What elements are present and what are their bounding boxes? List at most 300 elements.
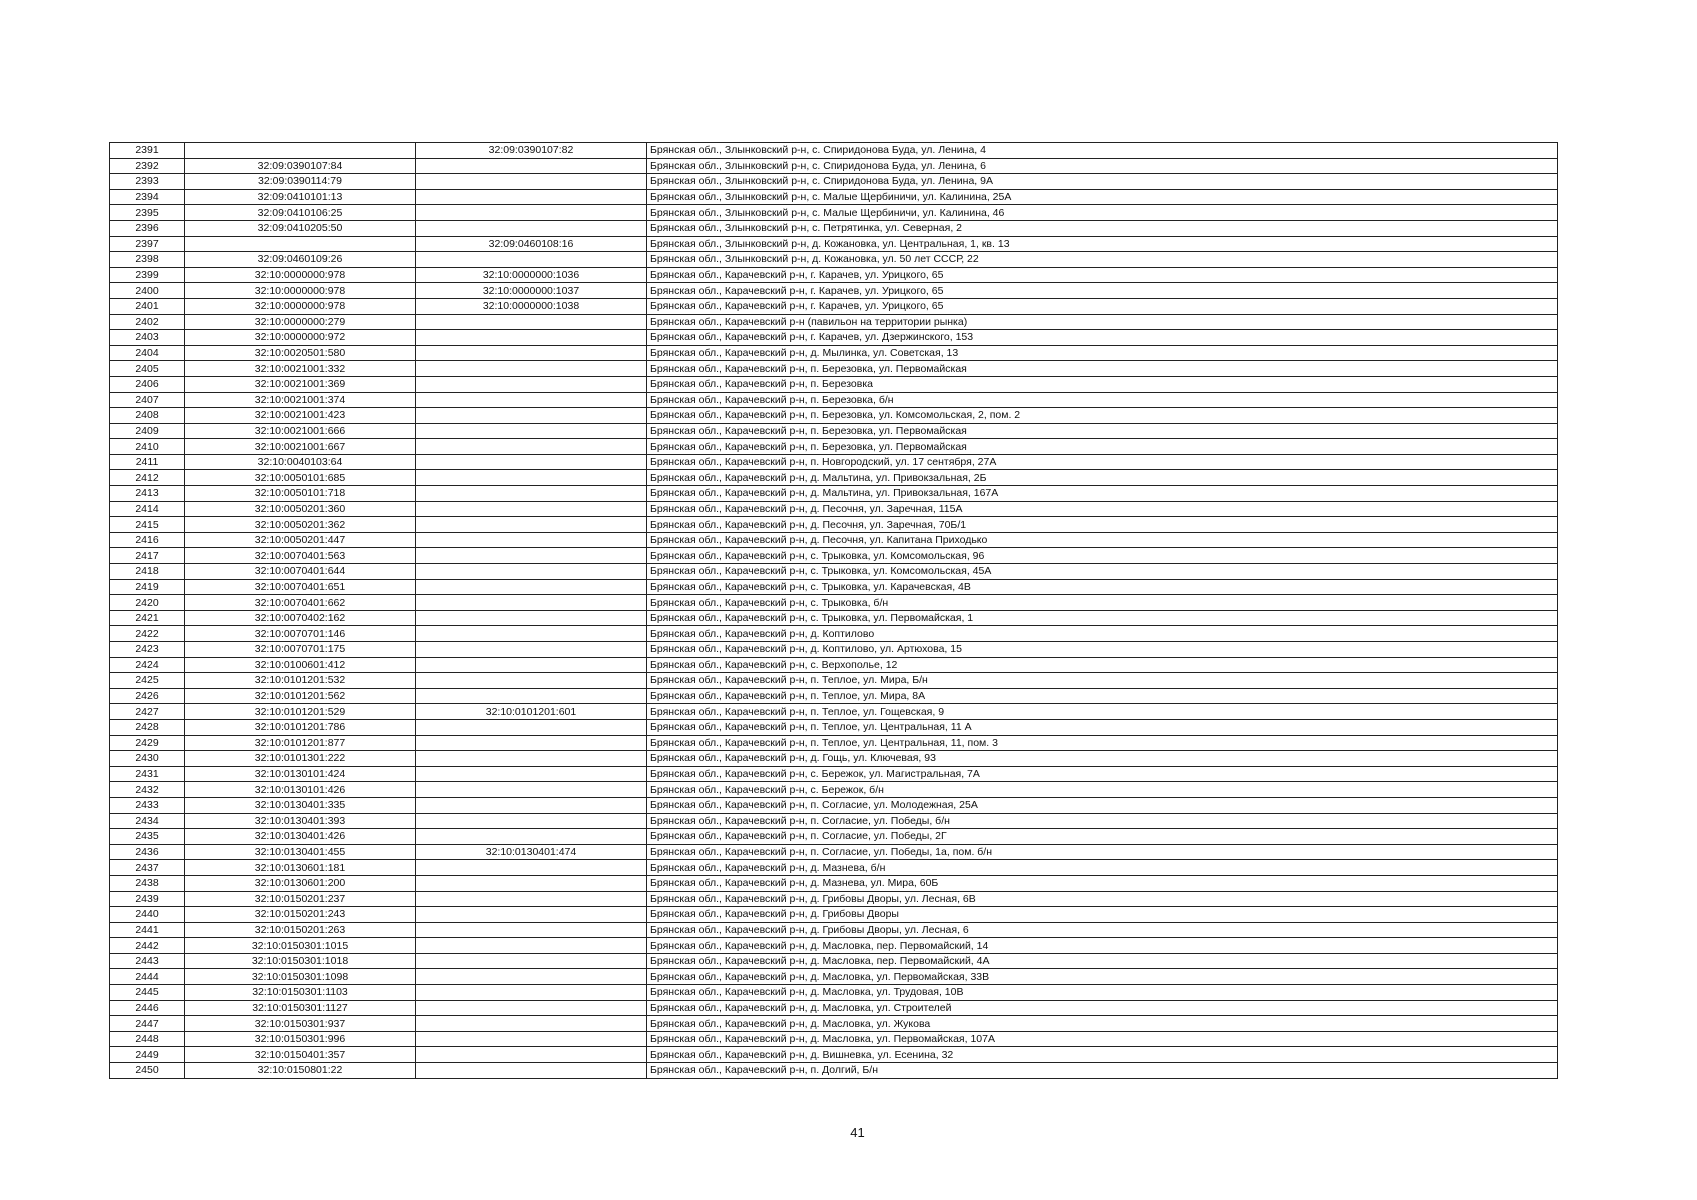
table-row <box>110 314 1558 330</box>
related-cadastral-number-cell <box>416 486 647 502</box>
cadastral-number-cell: 32:09:0460109:26 <box>185 252 416 268</box>
cadastral-number-cell: 32:10:0070401:644 <box>185 564 416 580</box>
row-number-cell: 2404 <box>110 345 185 361</box>
row-number-cell: 2446 <box>110 1000 185 1016</box>
row-number-cell: 2419 <box>110 579 185 595</box>
table-row <box>110 595 1558 611</box>
address-cell: Брянская обл., Карачевский р-н, д. Мазнева, б/н <box>647 860 1558 876</box>
address-cell: Брянская обл., Карачевский р-н, д. Масловка, ул. Первомайская, 107А <box>647 1031 1558 1047</box>
related-cadastral-number-cell <box>416 501 647 517</box>
address-cell: Брянская обл., Карачевский р-н, д. Масловка, ул. Первомайская, 33В <box>647 969 1558 985</box>
related-cadastral-number-cell <box>416 205 647 221</box>
table-row <box>110 907 1558 923</box>
address-cell: Брянская обл., Карачевский р-н, д. Вишневка, ул. Есенина, 32 <box>647 1047 1558 1063</box>
address-cell: Брянская обл., Карачевский р-н (павильон на территории рынка) <box>647 314 1558 330</box>
row-number-cell: 2429 <box>110 735 185 751</box>
table-row <box>110 797 1558 813</box>
cadastral-number-cell <box>185 143 416 159</box>
related-cadastral-number-cell <box>416 376 647 392</box>
table-row <box>110 688 1558 704</box>
related-cadastral-number-cell <box>416 875 647 891</box>
row-number-cell: 2399 <box>110 267 185 283</box>
address-cell: Брянская обл., Карачевский р-н, д. Мальтина, ул. Привокзальная, 2Б <box>647 470 1558 486</box>
cadastral-number-cell: 32:09:0410101:13 <box>185 189 416 205</box>
row-number-cell: 2433 <box>110 797 185 813</box>
cadastral-number-cell: 32:10:0070402:162 <box>185 610 416 626</box>
address-cell: Брянская обл., Карачевский р-н, с. Верхополье, 12 <box>647 657 1558 673</box>
cadastral-number-cell: 32:09:0410106:25 <box>185 205 416 221</box>
address-cell: Брянская обл., Карачевский р-н, д. Грибовы Дворы, ул. Лесная, 6В <box>647 891 1558 907</box>
address-cell: Брянская обл., Карачевский р-н, п. Теплое, ул. Центральная, 11 А <box>647 719 1558 735</box>
row-number-cell: 2420 <box>110 595 185 611</box>
table-row <box>110 220 1558 236</box>
table-row <box>110 891 1558 907</box>
cadastral-number-cell: 32:10:0150301:1015 <box>185 938 416 954</box>
cadastral-number-cell: 32:10:0100601:412 <box>185 657 416 673</box>
table-row <box>110 704 1558 720</box>
row-number-cell: 2448 <box>110 1031 185 1047</box>
address-cell: Брянская обл., Карачевский р-н, п. Теплое, ул. Мира, Б/н <box>647 673 1558 689</box>
related-cadastral-number-cell <box>416 314 647 330</box>
related-cadastral-number-cell <box>416 642 647 658</box>
related-cadastral-number-cell: 32:10:0130401:474 <box>416 844 647 860</box>
related-cadastral-number-cell <box>416 891 647 907</box>
cadastral-number-cell: 32:10:0150301:1018 <box>185 953 416 969</box>
table-row <box>110 1000 1558 1016</box>
table-row <box>110 813 1558 829</box>
address-cell: Брянская обл., Карачевский р-н, д. Масловка, ул. Строителей <box>647 1000 1558 1016</box>
row-number-cell: 2435 <box>110 829 185 845</box>
table-row <box>110 673 1558 689</box>
row-number-cell: 2392 <box>110 158 185 174</box>
row-number-cell: 2416 <box>110 532 185 548</box>
row-number-cell: 2406 <box>110 376 185 392</box>
cadastral-number-cell: 32:10:0000000:978 <box>185 283 416 299</box>
table-row <box>110 657 1558 673</box>
table-row <box>110 875 1558 891</box>
cadastral-number-cell: 32:10:0070701:175 <box>185 642 416 658</box>
table-row <box>110 517 1558 533</box>
row-number-cell: 2449 <box>110 1047 185 1063</box>
cadastral-number-cell: 32:10:0150401:357 <box>185 1047 416 1063</box>
cadastral-number-cell: 32:10:0000000:978 <box>185 298 416 314</box>
related-cadastral-number-cell <box>416 719 647 735</box>
address-cell: Брянская обл., Карачевский р-н, п. Долгий, Б/н <box>647 1063 1558 1079</box>
row-number-cell: 2424 <box>110 657 185 673</box>
address-cell: Брянская обл., Карачевский р-н, г. Карачев, ул. Дзержинского, 153 <box>647 330 1558 346</box>
related-cadastral-number-cell <box>416 564 647 580</box>
address-cell: Брянская обл., Карачевский р-н, д. Масловка, ул. Жукова <box>647 1016 1558 1032</box>
row-number-cell: 2409 <box>110 423 185 439</box>
row-number-cell: 2442 <box>110 938 185 954</box>
related-cadastral-number-cell <box>416 735 647 751</box>
table-row <box>110 205 1558 221</box>
table-row <box>110 579 1558 595</box>
row-number-cell: 2417 <box>110 548 185 564</box>
cadastral-number-cell: 32:10:0000000:978 <box>185 267 416 283</box>
row-number-cell: 2443 <box>110 953 185 969</box>
address-cell: Брянская обл., Карачевский р-н, с. Трыковка, ул. Комсомольская, 45А <box>647 564 1558 580</box>
table-row <box>110 454 1558 470</box>
table-row <box>110 735 1558 751</box>
row-number-cell: 2444 <box>110 969 185 985</box>
related-cadastral-number-cell <box>416 969 647 985</box>
table-row <box>110 938 1558 954</box>
related-cadastral-number-cell <box>416 766 647 782</box>
table-row <box>110 439 1558 455</box>
related-cadastral-number-cell <box>416 626 647 642</box>
cadastral-number-cell: 32:10:0021001:666 <box>185 423 416 439</box>
address-cell: Брянская обл., Карачевский р-н, д. Коптилово <box>647 626 1558 642</box>
row-number-cell: 2425 <box>110 673 185 689</box>
related-cadastral-number-cell <box>416 985 647 1001</box>
address-cell: Брянская обл., Злынковский р-н, с. Спиридонова Буда, ул. Ленина, 9А <box>647 174 1558 190</box>
cadastral-number-cell: 32:10:0130401:426 <box>185 829 416 845</box>
cadastral-number-cell: 32:10:0070401:563 <box>185 548 416 564</box>
cadastral-number-cell: 32:10:0101201:562 <box>185 688 416 704</box>
cadastral-number-cell: 32:10:0130601:181 <box>185 860 416 876</box>
table-row <box>110 844 1558 860</box>
row-number-cell: 2411 <box>110 454 185 470</box>
table-row <box>110 376 1558 392</box>
row-number-cell: 2426 <box>110 688 185 704</box>
address-cell: Брянская обл., Карачевский р-н, д. Масловка, пер. Первомайский, 4А <box>647 953 1558 969</box>
cadastral-number-cell: 32:10:0130101:424 <box>185 766 416 782</box>
related-cadastral-number-cell <box>416 813 647 829</box>
table-row <box>110 751 1558 767</box>
table-row <box>110 548 1558 564</box>
row-number-cell: 2395 <box>110 205 185 221</box>
row-number-cell: 2394 <box>110 189 185 205</box>
row-number-cell: 2405 <box>110 361 185 377</box>
table-row <box>110 564 1558 580</box>
cadastral-number-cell: 32:10:0150301:1098 <box>185 969 416 985</box>
address-cell: Брянская обл., Карачевский р-н, с. Трыковка, ул. Первомайская, 1 <box>647 610 1558 626</box>
address-cell: Брянская обл., Злынковский р-н, с. Спиридонова Буда, ул. Ленина, 4 <box>647 143 1558 159</box>
address-cell: Брянская обл., Карачевский р-н, д. Коптилово, ул. Артюхова, 15 <box>647 642 1558 658</box>
row-number-cell: 2439 <box>110 891 185 907</box>
row-number-cell: 2436 <box>110 844 185 860</box>
related-cadastral-number-cell <box>416 1047 647 1063</box>
address-cell: Брянская обл., Злынковский р-н, с. Спиридонова Буда, ул. Ленина, 6 <box>647 158 1558 174</box>
address-cell: Брянская обл., Карачевский р-н, д. Масловка, ул. Трудовая, 10В <box>647 985 1558 1001</box>
related-cadastral-number-cell <box>416 345 647 361</box>
cadastral-number-cell: 32:10:0050101:718 <box>185 486 416 502</box>
cadastral-number-cell: 32:10:0130401:335 <box>185 797 416 813</box>
cadastral-number-cell: 32:10:0101201:529 <box>185 704 416 720</box>
cadastral-number-cell: 32:09:0390107:84 <box>185 158 416 174</box>
row-number-cell: 2441 <box>110 922 185 938</box>
table-body <box>110 143 1558 1079</box>
address-cell: Брянская обл., Карачевский р-н, п. Березовка, ул. Первомайская <box>647 439 1558 455</box>
table-row <box>110 252 1558 268</box>
address-cell: Брянская обл., Карачевский р-н, п. Согласие, ул. Молодежная, 25А <box>647 797 1558 813</box>
address-cell: Брянская обл., Злынковский р-н, д. Кожановка, ул. 50 лет СССР, 22 <box>647 252 1558 268</box>
table-row <box>110 392 1558 408</box>
cadastral-number-cell: 32:10:0000000:279 <box>185 314 416 330</box>
address-cell: Брянская обл., Карачевский р-н, п. Согласие, ул. Победы, 2Г <box>647 829 1558 845</box>
row-number-cell: 2393 <box>110 174 185 190</box>
table-row <box>110 1031 1558 1047</box>
cadastral-number-cell: 32:09:0390114:79 <box>185 174 416 190</box>
cadastral-number-cell: 32:10:0000000:972 <box>185 330 416 346</box>
table-row <box>110 922 1558 938</box>
cadastral-number-cell: 32:10:0101201:532 <box>185 673 416 689</box>
row-number-cell: 2423 <box>110 642 185 658</box>
address-cell: Брянская обл., Карачевский р-н, п. Теплое, ул. Мира, 8А <box>647 688 1558 704</box>
related-cadastral-number-cell: 32:09:0390107:82 <box>416 143 647 159</box>
row-number-cell: 2398 <box>110 252 185 268</box>
related-cadastral-number-cell <box>416 392 647 408</box>
related-cadastral-number-cell <box>416 439 647 455</box>
cadastral-number-cell: 32:10:0021001:369 <box>185 376 416 392</box>
row-number-cell: 2391 <box>110 143 185 159</box>
address-cell: Брянская обл., Карачевский р-н, г. Карачев, ул. Урицкого, 65 <box>647 283 1558 299</box>
address-cell: Брянская обл., Карачевский р-н, с. Бережок, б/н <box>647 782 1558 798</box>
row-number-cell: 2397 <box>110 236 185 252</box>
cadastral-number-cell: 32:10:0050101:685 <box>185 470 416 486</box>
table-row <box>110 283 1558 299</box>
related-cadastral-number-cell <box>416 595 647 611</box>
cadastral-number-cell: 32:10:0150201:243 <box>185 907 416 923</box>
row-number-cell: 2431 <box>110 766 185 782</box>
related-cadastral-number-cell <box>416 907 647 923</box>
table-row <box>110 766 1558 782</box>
cadastral-number-cell: 32:10:0150301:1103 <box>185 985 416 1001</box>
row-number-cell: 2418 <box>110 564 185 580</box>
related-cadastral-number-cell <box>416 782 647 798</box>
related-cadastral-number-cell <box>416 829 647 845</box>
related-cadastral-number-cell <box>416 174 647 190</box>
address-cell: Брянская обл., Карачевский р-н, п. Березовка, б/н <box>647 392 1558 408</box>
related-cadastral-number-cell <box>416 532 647 548</box>
cadastral-number-cell: 32:10:0070401:662 <box>185 595 416 611</box>
address-cell: Брянская обл., Карачевский р-н, д. Масловка, пер. Первомайский, 14 <box>647 938 1558 954</box>
cadastral-number-cell <box>185 236 416 252</box>
table-row <box>110 1047 1558 1063</box>
address-cell: Брянская обл., Карачевский р-н, д. Мазнева, ул. Мира, 60Б <box>647 875 1558 891</box>
cadastral-number-cell: 32:10:0130401:455 <box>185 844 416 860</box>
related-cadastral-number-cell <box>416 751 647 767</box>
row-number-cell: 2412 <box>110 470 185 486</box>
row-number-cell: 2430 <box>110 751 185 767</box>
related-cadastral-number-cell: 32:10:0000000:1038 <box>416 298 647 314</box>
related-cadastral-number-cell <box>416 548 647 564</box>
address-cell: Брянская обл., Карачевский р-н, с. Трыковка, ул. Комсомольская, 96 <box>647 548 1558 564</box>
row-number-cell: 2410 <box>110 439 185 455</box>
row-number-cell: 2445 <box>110 985 185 1001</box>
cadastral-number-cell: 32:10:0150301:996 <box>185 1031 416 1047</box>
cadastral-number-cell: 32:10:0050201:362 <box>185 517 416 533</box>
related-cadastral-number-cell <box>416 517 647 533</box>
table-row <box>110 782 1558 798</box>
cadastral-number-cell: 32:10:0130401:393 <box>185 813 416 829</box>
address-cell: Брянская обл., Карачевский р-н, д. Мальтина, ул. Привокзальная, 167А <box>647 486 1558 502</box>
row-number-cell: 2414 <box>110 501 185 517</box>
related-cadastral-number-cell <box>416 610 647 626</box>
address-cell: Брянская обл., Карачевский р-н, г. Карачев, ул. Урицкого, 65 <box>647 267 1558 283</box>
related-cadastral-number-cell <box>416 408 647 424</box>
related-cadastral-number-cell <box>416 579 647 595</box>
related-cadastral-number-cell <box>416 330 647 346</box>
table-row <box>110 423 1558 439</box>
table-row <box>110 610 1558 626</box>
address-cell: Брянская обл., Карачевский р-н, п. Теплое, ул. Центральная, 11, пом. 3 <box>647 735 1558 751</box>
cadastral-number-cell: 32:10:0021001:332 <box>185 361 416 377</box>
table-row <box>110 969 1558 985</box>
cadastral-number-cell: 32:10:0070701:146 <box>185 626 416 642</box>
cadastral-number-cell: 32:10:0130601:200 <box>185 875 416 891</box>
table-row <box>110 143 1558 159</box>
row-number-cell: 2422 <box>110 626 185 642</box>
related-cadastral-number-cell <box>416 470 647 486</box>
table-row <box>110 330 1558 346</box>
cadastral-number-cell: 32:10:0070401:651 <box>185 579 416 595</box>
table-row <box>110 174 1558 190</box>
cadastral-number-cell: 32:10:0021001:667 <box>185 439 416 455</box>
table-row <box>110 501 1558 517</box>
related-cadastral-number-cell: 32:10:0101201:601 <box>416 704 647 720</box>
row-number-cell: 2401 <box>110 298 185 314</box>
cadastral-number-cell: 32:10:0101201:877 <box>185 735 416 751</box>
row-number-cell: 2438 <box>110 875 185 891</box>
row-number-cell: 2437 <box>110 860 185 876</box>
row-number-cell: 2440 <box>110 907 185 923</box>
related-cadastral-number-cell <box>416 797 647 813</box>
cadastral-number-cell: 32:10:0040103:64 <box>185 454 416 470</box>
related-cadastral-number-cell <box>416 1031 647 1047</box>
row-number-cell: 2415 <box>110 517 185 533</box>
address-cell: Брянская обл., Карачевский р-н, п. Березовка, ул. Первомайская <box>647 361 1558 377</box>
page-number: 41 <box>850 1125 865 1140</box>
address-cell: Брянская обл., Карачевский р-н, д. Грибовы Дворы, ул. Лесная, 6 <box>647 922 1558 938</box>
related-cadastral-number-cell <box>416 1063 647 1079</box>
address-cell: Брянская обл., Злынковский р-н, с. Малые Щербиничи, ул. Калинина, 46 <box>647 205 1558 221</box>
cadastral-number-cell: 32:10:0050201:360 <box>185 501 416 517</box>
cadastral-number-cell: 32:10:0101201:786 <box>185 719 416 735</box>
related-cadastral-number-cell <box>416 938 647 954</box>
row-number-cell: 2432 <box>110 782 185 798</box>
cadastral-number-cell: 32:10:0150301:937 <box>185 1016 416 1032</box>
cadastral-number-cell: 32:10:0150201:263 <box>185 922 416 938</box>
property-table <box>109 142 1558 1079</box>
related-cadastral-number-cell <box>416 158 647 174</box>
related-cadastral-number-cell: 32:09:0460108:16 <box>416 236 647 252</box>
related-cadastral-number-cell <box>416 1000 647 1016</box>
table-row <box>110 642 1558 658</box>
table-row <box>110 1063 1558 1079</box>
table-row <box>110 298 1558 314</box>
row-number-cell: 2428 <box>110 719 185 735</box>
table-row <box>110 470 1558 486</box>
table-row <box>110 486 1558 502</box>
table-row <box>110 408 1558 424</box>
row-number-cell: 2434 <box>110 813 185 829</box>
address-cell: Брянская обл., Злынковский р-н, д. Кожановка, ул. Центральная, 1, кв. 13 <box>647 236 1558 252</box>
related-cadastral-number-cell <box>416 454 647 470</box>
related-cadastral-number-cell <box>416 1016 647 1032</box>
cadastral-number-cell: 32:10:0150201:237 <box>185 891 416 907</box>
address-cell: Брянская обл., Карачевский р-н, д. Мылинка, ул. Советская, 13 <box>647 345 1558 361</box>
row-number-cell: 2396 <box>110 220 185 236</box>
row-number-cell: 2403 <box>110 330 185 346</box>
related-cadastral-number-cell <box>416 423 647 439</box>
table-row <box>110 236 1558 252</box>
table-row <box>110 985 1558 1001</box>
row-number-cell: 2408 <box>110 408 185 424</box>
table-row <box>110 345 1558 361</box>
cadastral-number-cell: 32:10:0020501:580 <box>185 345 416 361</box>
address-cell: Брянская обл., Карачевский р-н, п. Согласие, ул. Победы, 1а, пом. б/н <box>647 844 1558 860</box>
address-cell: Брянская обл., Карачевский р-н, с. Трыковка, б/н <box>647 595 1558 611</box>
address-cell: Брянская обл., Карачевский р-н, п. Новгородский, ул. 17 сентября, 27А <box>647 454 1558 470</box>
table-row <box>110 860 1558 876</box>
address-cell: Брянская обл., Карачевский р-н, п. Березовка <box>647 376 1558 392</box>
address-cell: Брянская обл., Карачевский р-н, г. Карачев, ул. Урицкого, 65 <box>647 298 1558 314</box>
table-row <box>110 158 1558 174</box>
cadastral-number-cell: 32:10:0130101:426 <box>185 782 416 798</box>
related-cadastral-number-cell <box>416 657 647 673</box>
row-number-cell: 2413 <box>110 486 185 502</box>
row-number-cell: 2402 <box>110 314 185 330</box>
row-number-cell: 2421 <box>110 610 185 626</box>
related-cadastral-number-cell <box>416 252 647 268</box>
table-row <box>110 953 1558 969</box>
address-cell: Брянская обл., Карачевский р-н, с. Трыковка, ул. Карачевская, 4В <box>647 579 1558 595</box>
address-cell: Брянская обл., Карачевский р-н, с. Бережок, ул. Магистральная, 7А <box>647 766 1558 782</box>
address-cell: Брянская обл., Карачевский р-н, д. Песочня, ул. Капитана Приходько <box>647 532 1558 548</box>
address-cell: Брянская обл., Злынковский р-н, с. Малые Щербиничи, ул. Калинина, 25А <box>647 189 1558 205</box>
cadastral-number-cell: 32:10:0150301:1127 <box>185 1000 416 1016</box>
address-cell: Брянская обл., Карачевский р-н, д. Песочня, ул. Заречная, 115А <box>647 501 1558 517</box>
cadastral-number-cell: 32:10:0150801:22 <box>185 1063 416 1079</box>
address-cell: Брянская обл., Карачевский р-н, д. Песочня, ул. Заречная, 70Б/1 <box>647 517 1558 533</box>
address-cell: Брянская обл., Карачевский р-н, д. Гощь, ул. Ключевая, 93 <box>647 751 1558 767</box>
address-cell: Брянская обл., Карачевский р-н, п. Березовка, ул. Комсомольская, 2, пом. 2 <box>647 408 1558 424</box>
cadastral-number-cell: 32:10:0021001:374 <box>185 392 416 408</box>
related-cadastral-number-cell <box>416 860 647 876</box>
table-row <box>110 626 1558 642</box>
address-cell: Брянская обл., Карачевский р-н, п. Согласие, ул. Победы, б/н <box>647 813 1558 829</box>
cadastral-number-cell: 32:10:0021001:423 <box>185 408 416 424</box>
related-cadastral-number-cell <box>416 673 647 689</box>
cadastral-number-cell: 32:09:0410205:50 <box>185 220 416 236</box>
related-cadastral-number-cell <box>416 922 647 938</box>
row-number-cell: 2407 <box>110 392 185 408</box>
row-number-cell: 2427 <box>110 704 185 720</box>
address-cell: Брянская обл., Карачевский р-н, п. Березовка, ул. Первомайская <box>647 423 1558 439</box>
related-cadastral-number-cell: 32:10:0000000:1036 <box>416 267 647 283</box>
cadastral-number-cell: 32:10:0101301:222 <box>185 751 416 767</box>
row-number-cell: 2450 <box>110 1063 185 1079</box>
table-row <box>110 829 1558 845</box>
related-cadastral-number-cell <box>416 953 647 969</box>
address-cell: Брянская обл., Карачевский р-н, п. Теплое, ул. Гощевская, 9 <box>647 704 1558 720</box>
table-row <box>110 361 1558 377</box>
cadastral-number-cell: 32:10:0050201:447 <box>185 532 416 548</box>
row-number-cell: 2447 <box>110 1016 185 1032</box>
related-cadastral-number-cell <box>416 189 647 205</box>
table-row <box>110 532 1558 548</box>
table-row <box>110 719 1558 735</box>
address-cell: Брянская обл., Карачевский р-н, д. Грибовы Дворы <box>647 907 1558 923</box>
related-cadastral-number-cell <box>416 688 647 704</box>
table-row <box>110 1016 1558 1032</box>
table-row <box>110 189 1558 205</box>
address-cell: Брянская обл., Злынковский р-н, с. Петрятинка, ул. Северная, 2 <box>647 220 1558 236</box>
table-row <box>110 267 1558 283</box>
related-cadastral-number-cell <box>416 220 647 236</box>
